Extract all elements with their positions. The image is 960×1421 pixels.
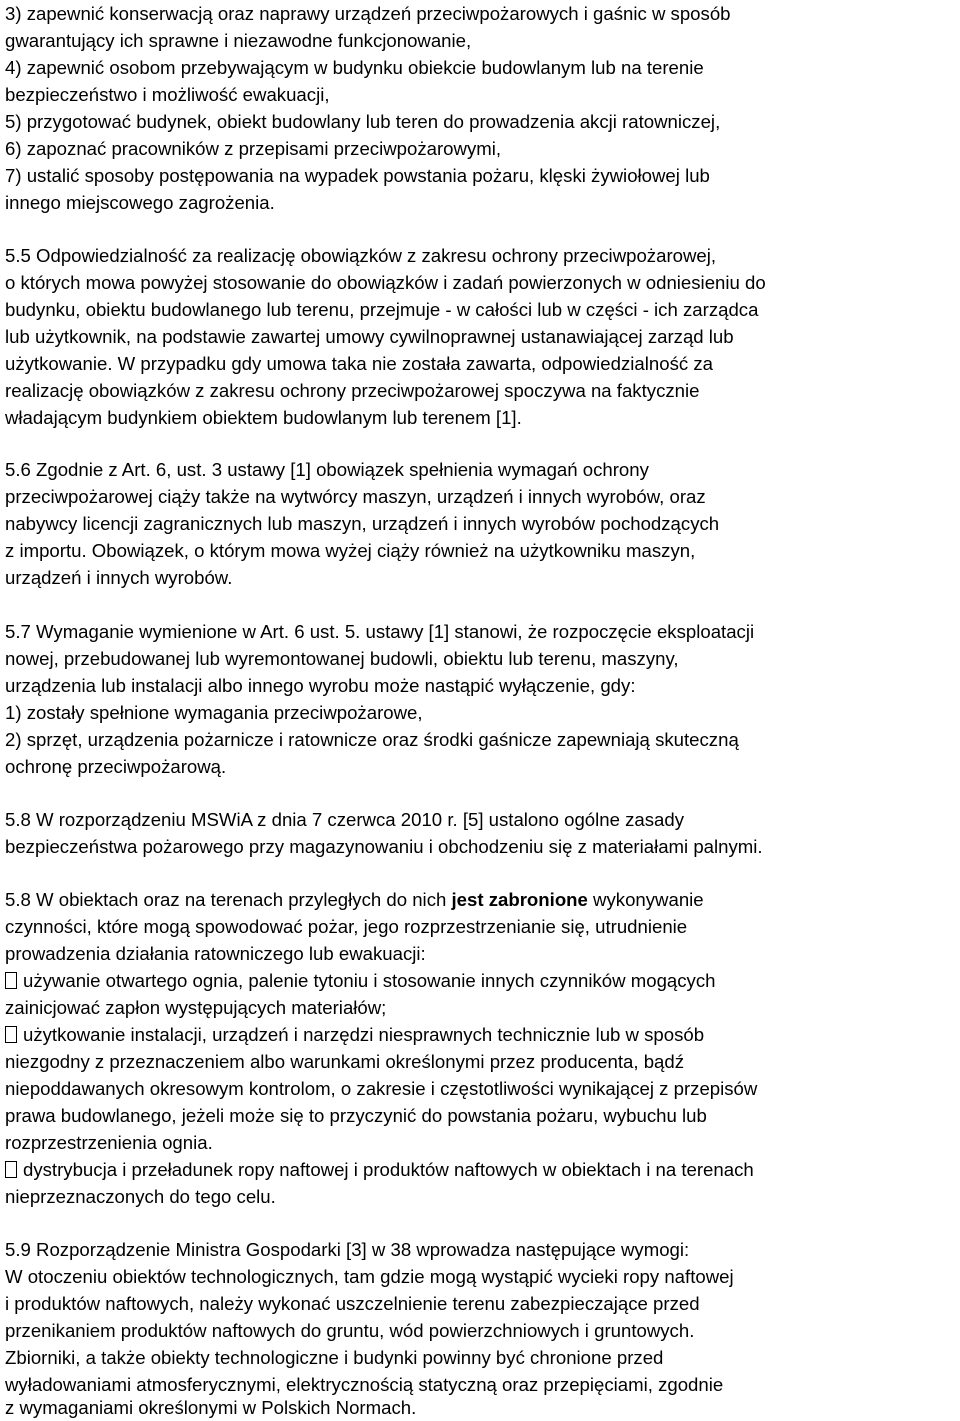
text-line: 7) ustalić sposoby postępowania na wypadek powstania pożaru, klęski żywiołowej lub — [5, 165, 710, 186]
text-line: przenikaniem produktów naftowych do gruntu, wód powierzchniowych i gruntowych. — [5, 1320, 695, 1341]
text-line: urządzeń i innych wyrobów. — [5, 567, 233, 588]
text-line: prawa budowlanego, jeżeli może się to przyczynić do powstania pożaru, wybuchu lub — [5, 1105, 707, 1126]
text-line: z wymaganiami określonymi w Polskich Normach. — [5, 1397, 417, 1418]
section-number: 5.8 — [5, 889, 37, 910]
text-line: bezpieczeństwa pożarowego przy magazynowaniu i obchodzeniu się z materiałami palnymi. — [5, 836, 763, 857]
text-line: nowej, przebudowanej lub wyremontowanej budowli, obiektu lub terenu, maszyny, — [5, 648, 679, 669]
text-line: niezgodny z przeznaczeniem albo warunkami określonymi przez producenta, bądź — [5, 1051, 685, 1072]
bullet-box-icon — [5, 1161, 17, 1178]
text-line: 6) zapoznać pracowników z przepisami przeciwpożarowymi, — [5, 138, 502, 159]
text-line: nieprzeznaczonych do tego celu. — [5, 1186, 276, 1207]
text-line: urządzenia lub instalacji albo innego wyrobu może nastąpić wyłączenie, gdy: — [5, 675, 636, 696]
text-line: i produktów naftowych, należy wykonać uszczelnienie terenu zabezpieczające przed — [5, 1293, 700, 1314]
text-line: 3) zapewnić konserwacją oraz naprawy urządzeń przeciwpożarowych i gaśnic w sposób — [5, 3, 731, 24]
bullet-text: dystrybucja i przeładunek ropy naftowej i produktów naftowych w obiektach i na terenach — [23, 1159, 754, 1180]
paragraph-5-6-line: 5.6 Zgodnie z Art. 6, ust. 3 ustawy [1] obowiązek spełnienia wymagań ochrony — [5, 459, 649, 480]
text-line: bezpieczeństwo i możliwość ewakuacji, — [5, 84, 330, 105]
text-line: 4) zapewnić osobom przebywającym w budynku obiekcie budowlanym lub na terenie — [5, 57, 704, 78]
text-line: budynku, obiektu budowlanego lub terenu, przejmuje - w całości lub w części - ich zarządca — [5, 299, 759, 320]
bullet-text: użytkowanie instalacji, urządzeń i narzędzi niesprawnych technicznie lub w sposób — [23, 1024, 705, 1045]
text-line: ochronę przeciwpożarową. — [5, 756, 227, 777]
bullet-item — [5, 1021, 704, 1048]
text-line: realizację obowiązków z zakresu ochrony przeciwpożarowej spoczywa na faktycznie — [5, 380, 700, 401]
paragraph-5-9-line: 5.9 Rozporządzenie Ministra Gospodarki [3] w 38 wprowadza następujące wymogi: — [5, 1239, 690, 1260]
text-line: czynności, które mogą spowodować pożar, jego rozprzestrzenianie się, utrudnienie — [5, 916, 688, 937]
text-line: 1) zostały spełnione wymagania przeciwpożarowe, — [5, 702, 423, 723]
bullet-item — [5, 1156, 754, 1183]
text-line: przeciwpożarowej ciąży także na wytwórcy maszyn, urządzeń i innych wyrobów, oraz — [5, 486, 706, 507]
text-line: wyładowaniami atmosferycznymi, elektrycznością statyczną oraz przepięciami, zgodnie — [5, 1374, 724, 1395]
text-line: rozprzestrzenienia ognia. — [5, 1132, 213, 1153]
text-line: gwarantujący ich sprawne i niezawodne funkcjonowanie, — [5, 30, 472, 51]
text-line: z importu. Obowiązek, o którym mowa wyżej ciąży również na użytkowniku maszyn, — [5, 540, 696, 561]
text-line: innego miejscowego zagrożenia. — [5, 192, 275, 213]
paragraph-5-8b-line — [5, 886, 704, 913]
text-line: zainicjować zapłon występujących materiałów; — [5, 997, 387, 1018]
bullet-box-icon — [5, 972, 17, 989]
text-line: 5) przygotować budynek, obiekt budowlany lub teren do prowadzenia akcji ratowniczej, — [5, 111, 721, 132]
bold-phrase: jest zabronione — [451, 889, 588, 910]
paragraph-5-8-line: 5.8 W rozporządzeniu MSWiA z dnia 7 czerwca 2010 r. [5] ustalono ogólne zasady — [5, 809, 685, 830]
text-line: Zbiorniki, a także obiekty technologiczne i budynki powinny być chronione przed — [5, 1347, 664, 1368]
text-line: władającym budynkiem obiektem budowlanym lub terenem [1]. — [5, 407, 522, 428]
bullet-text: używanie otwartego ognia, palenie tytoniu i stosowanie innych czynników mogących — [23, 970, 716, 991]
text-line: o których mowa powyżej stosowanie do obowiązków i zadań powierzonych w odniesieniu do — [5, 272, 766, 293]
paragraph-5-7-line: 5.7 Wymaganie wymienione w Art. 6 ust. 5. ustawy [1] stanowi, że rozpoczęcie eksploatacji — [5, 621, 755, 642]
text-line: W otoczeniu obiektów technologicznych, tam gdzie mogą wystąpić wycieki ropy naftowej — [5, 1266, 734, 1287]
text-line: użytkowanie. W przypadku gdy umowa taka nie została zawarta, odpowiedzialność za — [5, 353, 713, 374]
paragraph-5-5-line: 5.5 Odpowiedzialność za realizację obowiązków z zakresu ochrony przeciwpożarowej, — [5, 245, 717, 266]
bullet-box-icon — [5, 1026, 17, 1043]
text-line: niepoddawanych okresowym kontrolom, o zakresie i częstotliwości wynikającej z przepisów — [5, 1078, 758, 1099]
text-line: prowadzenia działania ratowniczego lub ewakuacji: — [5, 943, 426, 964]
text-segment: wykonywanie — [587, 889, 704, 910]
text-line: lub użytkownik, na podstawie zawartej umowy cywilnoprawnej ustanawiającej zarząd lub — [5, 326, 734, 347]
text-line: 2) sprzęt, urządzenia pożarnicze i ratownicze oraz środki gaśnicze zapewniają skuteczną — [5, 729, 739, 750]
text-line: nabywcy licencji zagranicznych lub maszyn, urządzeń i innych wyrobów pochodzących — [5, 513, 720, 534]
bullet-item — [5, 967, 716, 994]
text-segment: W obiektach oraz na terenach przyległych do nich — [36, 889, 452, 910]
